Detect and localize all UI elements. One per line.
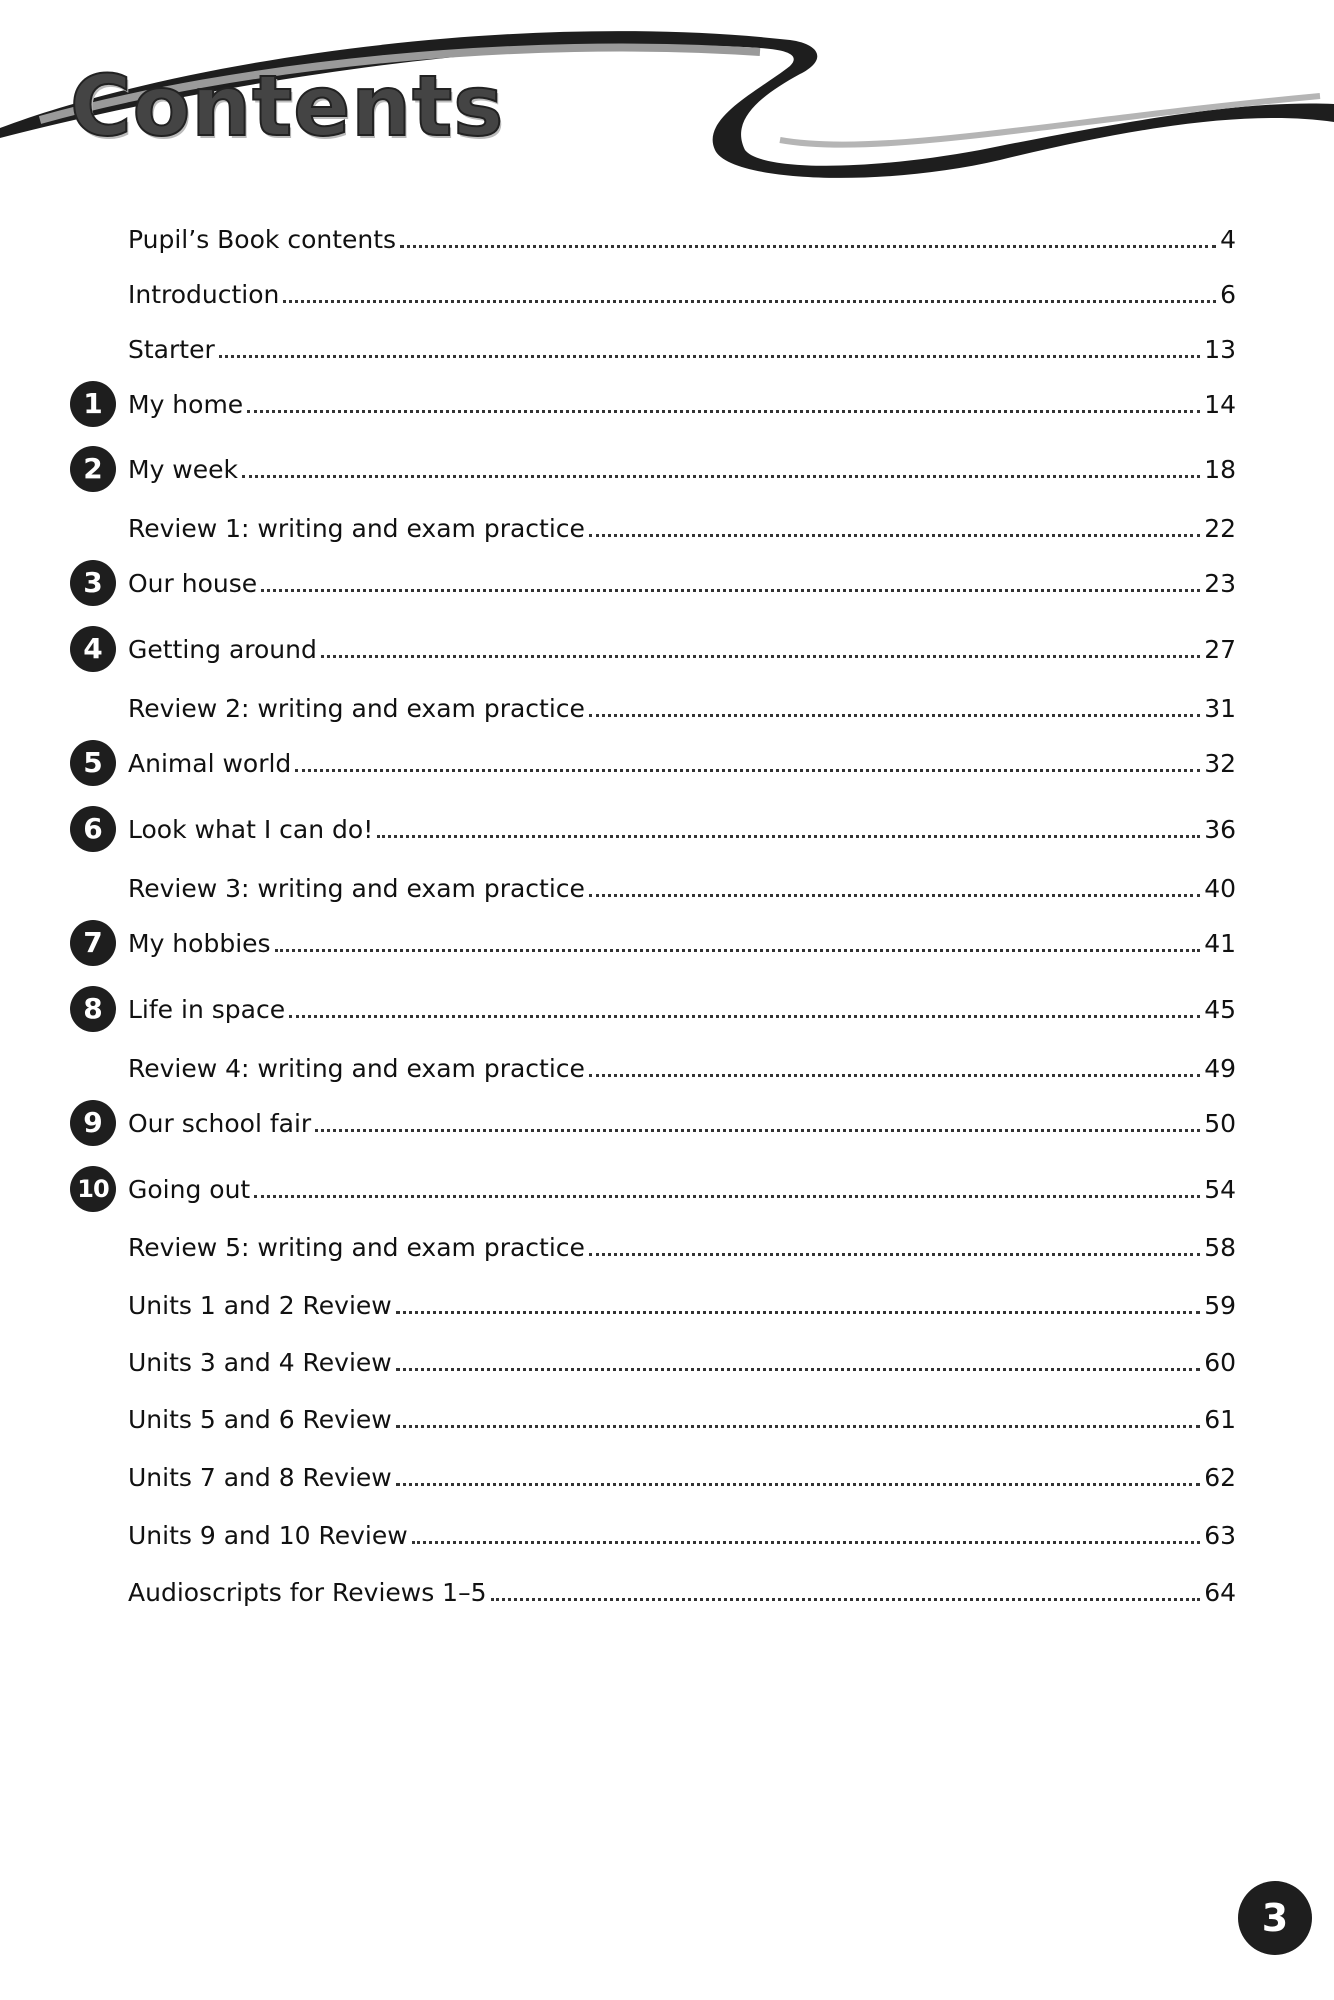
toc-entry	[70, 1053, 1236, 1085]
dot-leader	[400, 245, 1216, 248]
toc-entry-page: 18	[1204, 455, 1236, 484]
toc-entry-title: Review 1: writing and exam practice	[128, 514, 585, 543]
toc-entry-page: 36	[1204, 815, 1236, 844]
toc-entry-page: 64	[1204, 1578, 1236, 1607]
toc-entry	[70, 873, 1236, 905]
dot-leader	[412, 1541, 1201, 1544]
toc-entry	[70, 1577, 1236, 1609]
dot-leader	[396, 1368, 1200, 1371]
toc-entry-title: My hobbies	[128, 929, 271, 958]
dot-leader	[261, 589, 1200, 592]
toc-entry-title: Look what I can do!	[128, 815, 374, 844]
dot-leader	[491, 1598, 1201, 1601]
dot-leader	[315, 1129, 1200, 1132]
unit-number-badge: 5	[70, 740, 116, 786]
toc-entry-page: 60	[1204, 1348, 1236, 1377]
toc-entry-page: 49	[1204, 1054, 1236, 1083]
toc-entry-page: 63	[1204, 1521, 1236, 1550]
toc-entry-page: 31	[1204, 694, 1236, 723]
toc-entry	[70, 454, 1236, 486]
dot-leader	[283, 300, 1216, 303]
toc-entry	[70, 814, 1236, 846]
toc-entry-title: Review 5: writing and exam practice	[128, 1233, 585, 1262]
toc-entry-title: Life in space	[128, 995, 286, 1024]
toc-entry-page: 6	[1220, 280, 1236, 309]
unit-number-badge: 2	[70, 446, 116, 492]
toc-entry-page: 58	[1204, 1233, 1236, 1262]
toc-entry	[70, 1347, 1236, 1379]
toc-entry-title: Units 7 and 8 Review	[128, 1463, 392, 1492]
dot-leader	[589, 534, 1200, 537]
toc-entry-page: 23	[1204, 569, 1236, 598]
dot-leader	[396, 1311, 1200, 1314]
toc-entry-title: Introduction	[128, 280, 280, 309]
dot-leader	[242, 475, 1200, 478]
dot-leader	[589, 1074, 1200, 1077]
unit-number-badge: 9	[70, 1100, 116, 1146]
toc-entry	[70, 279, 1236, 311]
toc-entry-title: Going out	[128, 1175, 251, 1204]
toc-entry	[70, 1108, 1236, 1140]
toc-entry-title: Units 1 and 2 Review	[128, 1291, 392, 1320]
toc-entry	[70, 1520, 1236, 1552]
dot-leader	[295, 769, 1200, 772]
toc-entry	[70, 334, 1236, 366]
toc-entry-title: My week	[128, 455, 238, 484]
unit-number-badge: 10	[70, 1166, 116, 1212]
dot-leader	[396, 1483, 1200, 1486]
toc-entry	[70, 389, 1236, 421]
toc-entry-title: Our school fair	[128, 1109, 312, 1138]
toc-entry-title: Units 9 and 10 Review	[128, 1521, 408, 1550]
toc-entry-title: Animal world	[128, 749, 292, 778]
dot-leader	[321, 655, 1200, 658]
toc-entry-page: 50	[1204, 1109, 1236, 1138]
toc-entry-title: Pupil’s Book contents	[128, 225, 397, 254]
dot-leader	[219, 355, 1200, 358]
toc-entry	[70, 994, 1236, 1026]
toc-entry-title: Review 3: writing and exam practice	[128, 874, 585, 903]
toc-entry	[70, 693, 1236, 725]
unit-number-badge: 4	[70, 626, 116, 672]
dot-leader	[589, 1253, 1200, 1256]
toc-entry	[70, 1174, 1236, 1206]
toc-entry	[70, 928, 1236, 960]
toc-entry-page: 59	[1204, 1291, 1236, 1320]
toc-entry	[70, 1290, 1236, 1322]
page-title: Contents	[70, 57, 505, 155]
toc-entry-page: 61	[1204, 1405, 1236, 1434]
dot-leader	[254, 1195, 1200, 1198]
toc-entry	[70, 224, 1236, 256]
unit-number-badge: 8	[70, 986, 116, 1032]
toc-entry-page: 22	[1204, 514, 1236, 543]
toc-entry-title: Audioscripts for Reviews 1–5	[128, 1578, 487, 1607]
unit-number-badge: 3	[70, 560, 116, 606]
toc-entry	[70, 513, 1236, 545]
toc-entry-page: 32	[1204, 749, 1236, 778]
unit-number-badge: 7	[70, 920, 116, 966]
toc-entry	[70, 634, 1236, 666]
toc-entry	[70, 1232, 1236, 1264]
dot-leader	[289, 1015, 1200, 1018]
toc-entry-title: Getting around	[128, 635, 317, 664]
toc-entry-page: 62	[1204, 1463, 1236, 1492]
toc-entry-title: Units 5 and 6 Review	[128, 1405, 392, 1434]
toc-entry-page: 4	[1220, 225, 1236, 254]
toc-entry-title: Review 2: writing and exam practice	[128, 694, 585, 723]
toc-entry-page: 14	[1204, 390, 1236, 419]
toc-entry-page: 41	[1204, 929, 1236, 958]
dot-leader	[589, 714, 1200, 717]
dot-leader	[275, 949, 1201, 952]
dot-leader	[396, 1425, 1200, 1428]
toc-entry-title: Review 4: writing and exam practice	[128, 1054, 585, 1083]
dot-leader	[247, 410, 1200, 413]
dot-leader	[589, 894, 1200, 897]
toc-entry-title: Units 3 and 4 Review	[128, 1348, 392, 1377]
unit-number-badge: 6	[70, 806, 116, 852]
toc-entry	[70, 568, 1236, 600]
toc-entry-page: 27	[1204, 635, 1236, 664]
toc-entry	[70, 1462, 1236, 1494]
toc-entry-title: Starter	[128, 335, 215, 364]
page-number-badge: 3	[1238, 1881, 1312, 1955]
toc-entry-page: 13	[1204, 335, 1236, 364]
toc-entry-page: 54	[1204, 1175, 1236, 1204]
toc-entry-title: My home	[128, 390, 244, 419]
unit-number-badge: 1	[70, 381, 116, 427]
toc-entry-title: Our house	[128, 569, 258, 598]
toc-entry-page: 40	[1204, 874, 1236, 903]
dot-leader	[377, 835, 1200, 838]
toc-entry	[70, 748, 1236, 780]
toc-entry-page: 45	[1204, 995, 1236, 1024]
toc-entry	[70, 1404, 1236, 1436]
